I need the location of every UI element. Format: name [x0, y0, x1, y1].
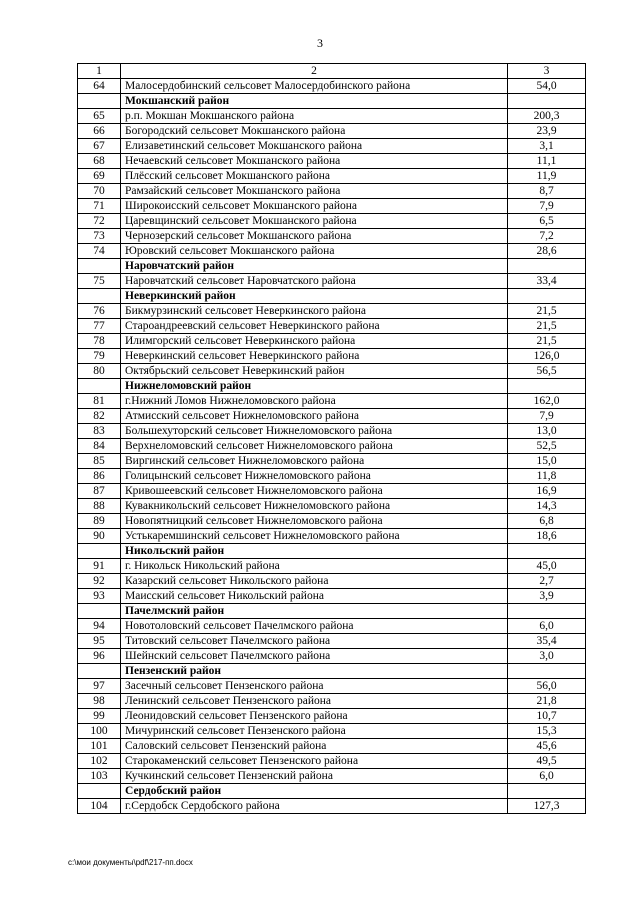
settlement-name: Саловский сельсовет Пензенский района — [121, 739, 508, 754]
row-number: 92 — [78, 574, 121, 589]
file-path-footer: c:\мои документы\pdf\217-пп.docx — [68, 858, 193, 867]
table-row — [78, 334, 586, 349]
row-number: 102 — [78, 754, 121, 769]
settlement-name: Кривошеевский сельсовет Нижнеломовского района — [121, 484, 508, 499]
settlement-name: Широкоисский сельсовет Мокшанского района — [121, 199, 508, 214]
table-row — [78, 199, 586, 214]
row-number-cell — [78, 379, 121, 394]
row-number: 86 — [78, 469, 121, 484]
table-row — [78, 454, 586, 469]
row-value: 7,9 — [508, 199, 586, 214]
table-row — [78, 634, 586, 649]
settlement-name: Чернозерский сельсовет Мокшанского района — [121, 229, 508, 244]
settlement-name: Кучкинский сельсовет Пензенский района — [121, 769, 508, 784]
row-number: 68 — [78, 154, 121, 169]
settlement-name: Голицынский сельсовет Нижнеломовского района — [121, 469, 508, 484]
row-value: 11,8 — [508, 469, 586, 484]
row-value: 16,9 — [508, 484, 586, 499]
row-value: 3,0 — [508, 649, 586, 664]
table-row — [78, 304, 586, 319]
row-number: 78 — [78, 334, 121, 349]
row-number: 101 — [78, 739, 121, 754]
header-col-3: 3 — [508, 64, 586, 79]
settlement-name: р.п. Мокшан Мокшанского района — [121, 109, 508, 124]
row-value: 21,8 — [508, 694, 586, 709]
table-row — [78, 739, 586, 754]
row-value: 11,1 — [508, 154, 586, 169]
row-value-cell — [508, 544, 586, 559]
row-value: 21,5 — [508, 319, 586, 334]
settlement-name: Устькаремшинский сельсовет Нижнеломовского района — [121, 529, 508, 544]
district-heading-row — [78, 259, 586, 274]
row-value: 7,9 — [508, 409, 586, 424]
district-name: Неверкинский район — [121, 289, 508, 304]
row-value: 200,3 — [508, 109, 586, 124]
settlement-name: Плёсский сельсовет Мокшанского района — [121, 169, 508, 184]
row-value-cell — [508, 289, 586, 304]
row-value: 3,9 — [508, 589, 586, 604]
row-number: 71 — [78, 199, 121, 214]
district-name: Мокшанский район — [121, 94, 508, 109]
settlement-name: Титовский сельсовет Пачелмского района — [121, 634, 508, 649]
district-name: Сердобский район — [121, 784, 508, 799]
settlement-name: Бикмурзинский сельсовет Неверкинского района — [121, 304, 508, 319]
row-value: 45,6 — [508, 739, 586, 754]
settlement-name: г.Нижний Ломов Нижнеломовского района — [121, 394, 508, 409]
row-value: 3,1 — [508, 139, 586, 154]
row-value: 6,0 — [508, 619, 586, 634]
table-row — [78, 439, 586, 454]
table-row — [78, 514, 586, 529]
row-number-cell — [78, 664, 121, 679]
row-number: 70 — [78, 184, 121, 199]
row-number: 87 — [78, 484, 121, 499]
table-row — [78, 79, 586, 94]
row-value: 6,0 — [508, 769, 586, 784]
settlement-name: Юровский сельсовет Мокшанского района — [121, 244, 508, 259]
district-heading-row — [78, 379, 586, 394]
row-number: 69 — [78, 169, 121, 184]
row-value-cell — [508, 259, 586, 274]
row-number: 65 — [78, 109, 121, 124]
district-name: Пензенский район — [121, 664, 508, 679]
row-value: 6,8 — [508, 514, 586, 529]
district-name: Нижнеломовский район — [121, 379, 508, 394]
settlement-name: Елизаветинский сельсовет Мокшанского района — [121, 139, 508, 154]
settlement-name: Большехуторский сельсовет Нижнеломовского района — [121, 424, 508, 439]
settlement-name: Атмисский сельсовет Нижнеломовского района — [121, 409, 508, 424]
table-row — [78, 409, 586, 424]
table-row — [78, 469, 586, 484]
row-value: 35,4 — [508, 634, 586, 649]
row-number: 100 — [78, 724, 121, 739]
table-row — [78, 484, 586, 499]
table-row — [78, 424, 586, 439]
row-number-cell — [78, 784, 121, 799]
table-row — [78, 169, 586, 184]
table-row — [78, 499, 586, 514]
settlement-name: Богородский сельсовет Мокшанского района — [121, 124, 508, 139]
allocation-table — [77, 63, 586, 814]
settlement-name: Новотоловский сельсовет Пачелмского района — [121, 619, 508, 634]
table-row — [78, 109, 586, 124]
row-number-cell — [78, 259, 121, 274]
row-number-cell — [78, 604, 121, 619]
row-value-cell — [508, 784, 586, 799]
settlement-name: г. Никольск Никольский района — [121, 559, 508, 574]
table-row — [78, 364, 586, 379]
table-row — [78, 799, 586, 814]
district-heading-row — [78, 604, 586, 619]
table-row — [78, 214, 586, 229]
row-number: 79 — [78, 349, 121, 364]
row-value: 33,4 — [508, 274, 586, 289]
table-row — [78, 724, 586, 739]
row-value: 6,5 — [508, 214, 586, 229]
table-row — [78, 184, 586, 199]
settlement-name: Кувакникольский сельсовет Нижнеломовского района — [121, 499, 508, 514]
row-value: 54,0 — [508, 79, 586, 94]
table-row — [78, 244, 586, 259]
row-number: 91 — [78, 559, 121, 574]
row-number: 72 — [78, 214, 121, 229]
row-value: 15,3 — [508, 724, 586, 739]
row-number: 74 — [78, 244, 121, 259]
row-number: 76 — [78, 304, 121, 319]
row-number: 83 — [78, 424, 121, 439]
row-number: 103 — [78, 769, 121, 784]
settlement-name: Казарский сельсовет Никольского района — [121, 574, 508, 589]
table-row — [78, 394, 586, 409]
row-value-cell — [508, 94, 586, 109]
settlement-name: Малосердобинский сельсовет Малосердобинского района — [121, 79, 508, 94]
row-value: 8,7 — [508, 184, 586, 199]
row-value: 2,7 — [508, 574, 586, 589]
settlement-name: Неверкинский сельсовет Неверкинского района — [121, 349, 508, 364]
row-number: 95 — [78, 634, 121, 649]
settlement-name: Илимгорский сельсовет Неверкинского района — [121, 334, 508, 349]
row-number-cell — [78, 94, 121, 109]
settlement-name: Царевщинский сельсовет Мокшанского района — [121, 214, 508, 229]
table-row — [78, 769, 586, 784]
table-row — [78, 529, 586, 544]
row-value: 56,5 — [508, 364, 586, 379]
table-row — [78, 319, 586, 334]
row-value: 15,0 — [508, 454, 586, 469]
row-number: 64 — [78, 79, 121, 94]
row-value: 14,3 — [508, 499, 586, 514]
table-row — [78, 694, 586, 709]
row-value: 127,3 — [508, 799, 586, 814]
settlement-name: Новопятницкий сельсовет Нижнеломовского района — [121, 514, 508, 529]
row-number: 80 — [78, 364, 121, 379]
settlement-name: Староандреевский сельсовет Неверкинского района — [121, 319, 508, 334]
table-row — [78, 649, 586, 664]
settlement-name: Рамзайский сельсовет Мокшанского района — [121, 184, 508, 199]
row-number: 98 — [78, 694, 121, 709]
row-value: 21,5 — [508, 334, 586, 349]
table-row — [78, 589, 586, 604]
district-heading-row — [78, 289, 586, 304]
settlement-name: Виргинский сельсовет Нижнеломовского района — [121, 454, 508, 469]
row-number-cell — [78, 289, 121, 304]
table-row — [78, 124, 586, 139]
row-number: 90 — [78, 529, 121, 544]
table-row — [78, 274, 586, 289]
row-number: 89 — [78, 514, 121, 529]
row-number-cell — [78, 544, 121, 559]
settlement-name: Наровчатский сельсовет Наровчатского района — [121, 274, 508, 289]
district-heading-row — [78, 784, 586, 799]
row-value: 7,2 — [508, 229, 586, 244]
row-number: 82 — [78, 409, 121, 424]
row-value: 162,0 — [508, 394, 586, 409]
row-value: 11,9 — [508, 169, 586, 184]
settlement-name: Старокаменский сельсовет Пензенского района — [121, 754, 508, 769]
row-number: 84 — [78, 439, 121, 454]
row-value: 23,9 — [508, 124, 586, 139]
settlement-name: Засечный сельсовет Пензенского района — [121, 679, 508, 694]
settlement-name: Октябрьский сельсовет Неверкинский район — [121, 364, 508, 379]
table-header-row — [78, 64, 586, 79]
row-number: 99 — [78, 709, 121, 724]
table-row — [78, 709, 586, 724]
district-heading-row — [78, 544, 586, 559]
row-value: 45,0 — [508, 559, 586, 574]
row-number: 88 — [78, 499, 121, 514]
settlement-name: Маисский сельсовет Никольский района — [121, 589, 508, 604]
row-value: 18,6 — [508, 529, 586, 544]
settlement-name: Шейнский сельсовет Пачелмского района — [121, 649, 508, 664]
row-number: 96 — [78, 649, 121, 664]
row-value-cell — [508, 379, 586, 394]
district-name: Никольский район — [121, 544, 508, 559]
header-col-2: 2 — [121, 64, 508, 79]
row-number: 97 — [78, 679, 121, 694]
table-row — [78, 559, 586, 574]
table-row — [78, 679, 586, 694]
row-value-cell — [508, 664, 586, 679]
row-number: 94 — [78, 619, 121, 634]
district-name: Пачелмский район — [121, 604, 508, 619]
table-row — [78, 574, 586, 589]
settlement-name: г.Сердобск Сердобского района — [121, 799, 508, 814]
row-number: 81 — [78, 394, 121, 409]
district-heading-row — [78, 94, 586, 109]
settlement-name: Леонидовский сельсовет Пензенского района — [121, 709, 508, 724]
district-name: Наровчатский район — [121, 259, 508, 274]
row-number: 67 — [78, 139, 121, 154]
row-value: 126,0 — [508, 349, 586, 364]
row-number: 73 — [78, 229, 121, 244]
row-value: 13,0 — [508, 424, 586, 439]
row-number: 77 — [78, 319, 121, 334]
table-row — [78, 229, 586, 244]
table-row — [78, 619, 586, 634]
page-number: 3 — [317, 36, 323, 50]
table-row — [78, 139, 586, 154]
row-value: 28,6 — [508, 244, 586, 259]
settlement-name: Верхнеломовский сельсовет Нижнеломовского района — [121, 439, 508, 454]
row-value: 56,0 — [508, 679, 586, 694]
row-value: 21,5 — [508, 304, 586, 319]
settlement-name: Ленинский сельсовет Пензенского района — [121, 694, 508, 709]
row-value: 49,5 — [508, 754, 586, 769]
row-number: 93 — [78, 589, 121, 604]
row-number: 85 — [78, 454, 121, 469]
district-heading-row — [78, 664, 586, 679]
row-number: 66 — [78, 124, 121, 139]
row-number: 104 — [78, 799, 121, 814]
table-row — [78, 154, 586, 169]
settlement-name: Нечаевский сельсовет Мокшанского района — [121, 154, 508, 169]
header-col-1: 1 — [78, 64, 121, 79]
table-body — [78, 64, 586, 814]
row-number: 75 — [78, 274, 121, 289]
row-value: 10,7 — [508, 709, 586, 724]
table-row — [78, 349, 586, 364]
row-value-cell — [508, 604, 586, 619]
row-value: 52,5 — [508, 439, 586, 454]
settlement-name: Мичуринский сельсовет Пензенского района — [121, 724, 508, 739]
table-row — [78, 754, 586, 769]
